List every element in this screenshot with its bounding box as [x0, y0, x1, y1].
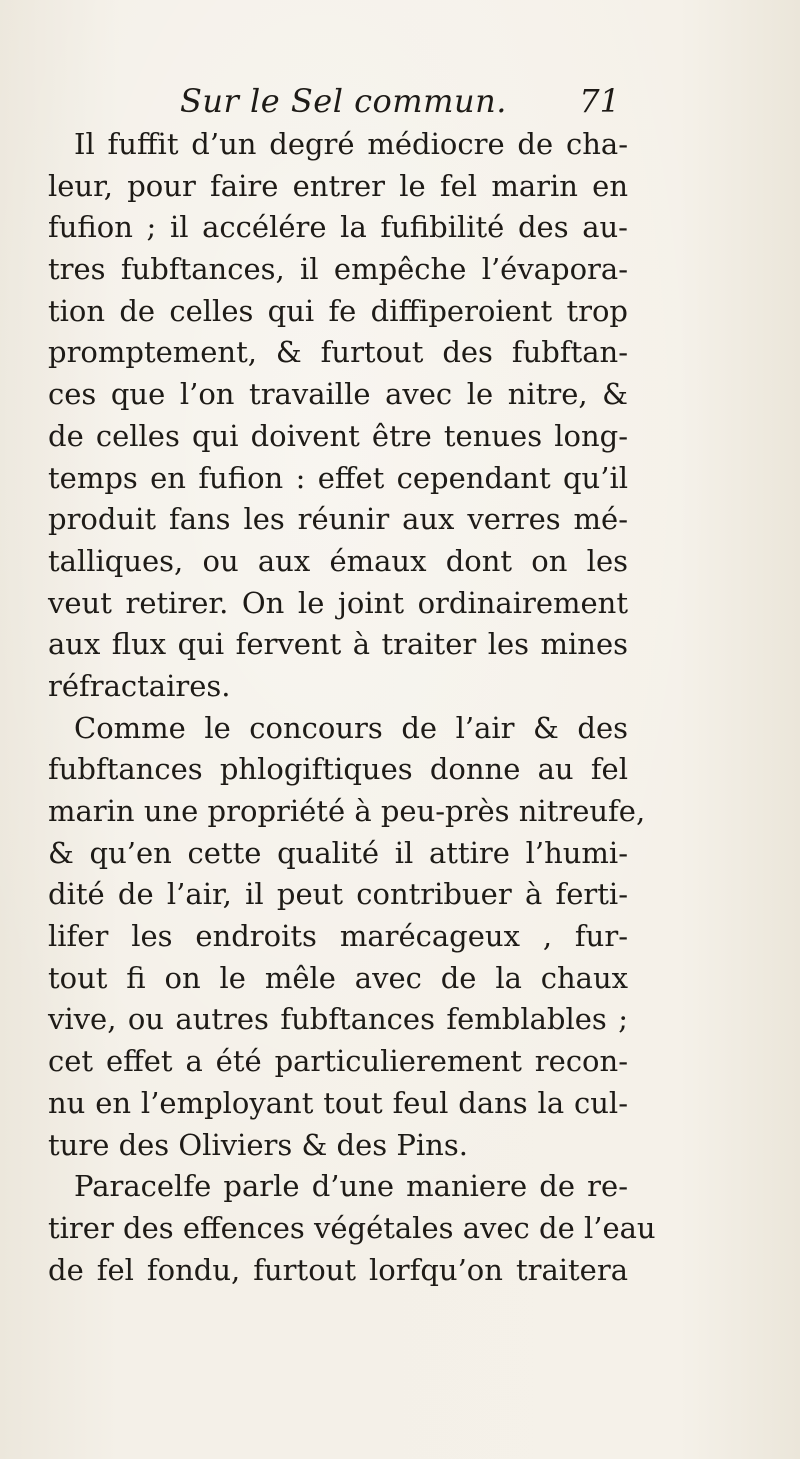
- text-line: ces que l’on travaille avec le nitre, &: [48, 377, 628, 412]
- text-line: & qu’en cette qualité il attire l’humi-: [48, 835, 628, 870]
- text-line: temps en fufion : effet cependant qu’il: [48, 460, 628, 495]
- text-line: dité de l’air, il peut contribuer à ferti-: [48, 877, 628, 912]
- text-line: marin une propriété à peu-près nitreufe,: [48, 794, 646, 828]
- text-line: cet effet a été particulierement recon-: [48, 1044, 628, 1079]
- text-line: de celles qui doivent être tenues long-: [48, 418, 628, 453]
- running-head: [180, 80, 620, 122]
- text-line: fubftances phlogiftiques donne au fel: [48, 752, 628, 787]
- text-line: tout fi on le mêle avec de la chaux: [48, 960, 628, 995]
- running-title: Sur le Sel commun.: [180, 82, 507, 120]
- text-line: talliques, ou aux émaux dont on les: [48, 543, 628, 578]
- text-line: tirer des effences végétales avec de l’eau: [48, 1210, 656, 1245]
- text-line: leur, pour faire entrer le fel marin en: [48, 168, 628, 203]
- text-line: produit fans les réunir aux verres mé-: [48, 502, 628, 537]
- text-line: fufion ; il accélére la fufibilité des au-: [48, 210, 628, 245]
- text-line: veut retirer. On le joint ordinairement: [48, 585, 628, 620]
- text-line: tres fubftances, il empêche l’évapora-: [48, 252, 628, 287]
- text-line: Comme le concours de l’air & des: [74, 710, 628, 745]
- text-line: nu en l’employant tout feul dans la cul-: [48, 1085, 628, 1120]
- text-line: aux flux qui fervent à traiter les mines: [48, 627, 628, 662]
- text-line: tion de celles qui fe diffiperoient trop: [48, 293, 628, 328]
- text-line: de fel fondu, furtout lorfqu’on traitera: [48, 1252, 628, 1287]
- text-line: réfractaires.: [48, 668, 231, 703]
- text-line: Paracelfe parle d’une maniere de re-: [74, 1169, 628, 1204]
- body-text: [48, 124, 656, 1291]
- text-line: vive, ou autres fubftances femblables ;: [48, 1002, 628, 1037]
- text-line: lifer les endroits marécageux , fur-: [48, 919, 628, 954]
- text-line: ture des Oliviers & des Pins.: [48, 1127, 468, 1162]
- page-number: 71: [579, 82, 620, 120]
- text-line: Il fuffit d’un degré médiocre de cha-: [74, 127, 628, 161]
- text-line: promptement, & furtout des fubftan-: [48, 335, 628, 370]
